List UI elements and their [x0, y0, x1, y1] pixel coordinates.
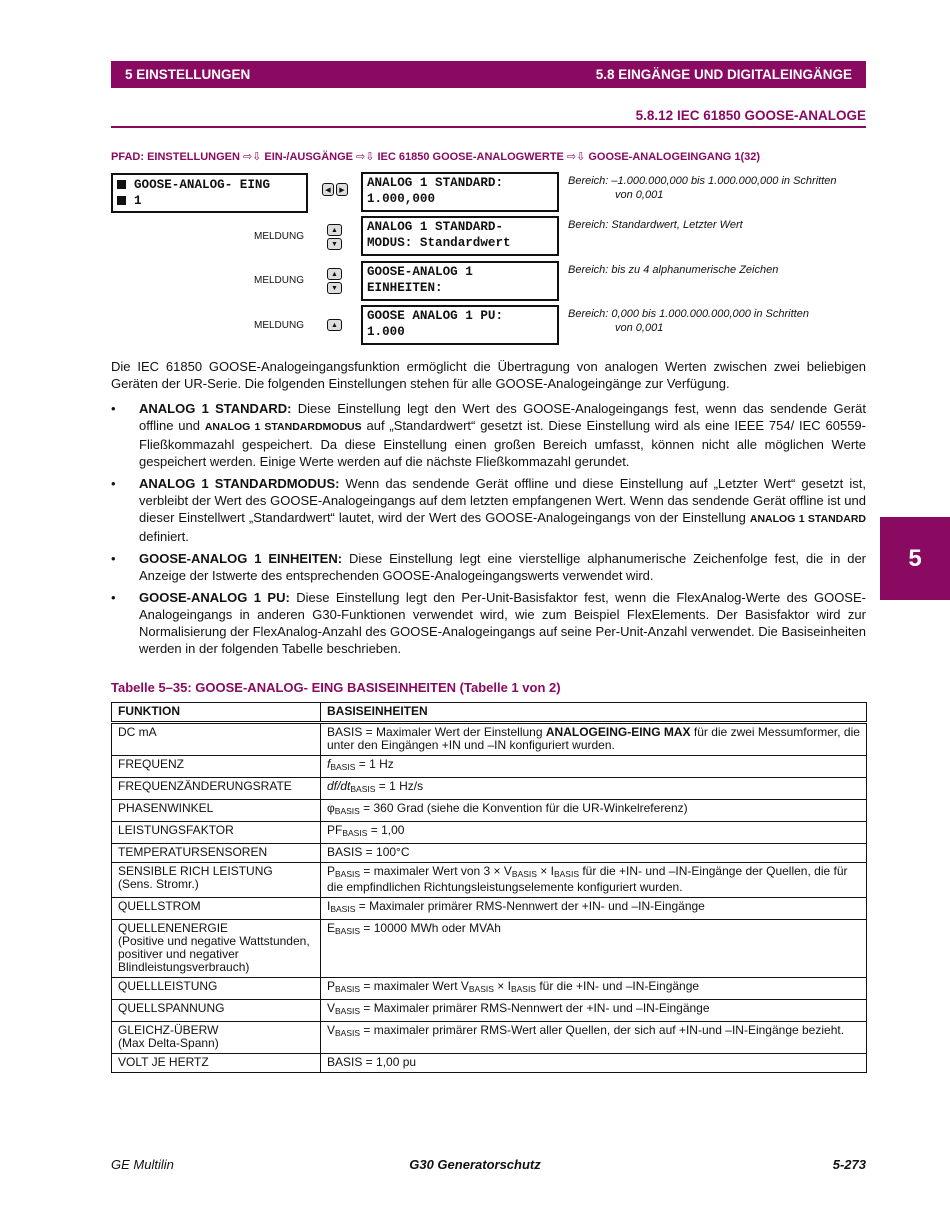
base-unit-cell: $PF_{BASIS} = 1,00$ — [321, 822, 867, 844]
intro-paragraph: Die IEC 61850 GOOSE-Analogeingangsfunktion ermöglicht die Übertragung von analogen Werten zwischen zwei beliebigen Geräten der UR-Serie. Die folgenden Einstellungen stehen für alle GOOSE-Analogeingänge zur Verfügung. — [111, 359, 866, 391]
range-value: –1.000.000,000 bis 1.000.000,000 in Schritten — [611, 175, 837, 187]
subsection-title: 5.8.12 IEC 61850 GOOSE-ANALOGE — [635, 108, 866, 123]
setting-reference: ANALOG 1 STANDARD — [749, 513, 866, 525]
base-units-table — [111, 702, 867, 1073]
table-row — [112, 863, 867, 898]
table-caption: Tabelle 5–35: GOOSE-ANALOG- EING BASISEINHEITEN (Tabelle 1 von 2) — [111, 680, 561, 695]
setting-value: 1.000 — [367, 325, 405, 339]
range-text — [568, 218, 868, 232]
base-unit-cell: $P_{BASIS}$ = maximaler Wert $V_{BASIS} \times I_{BASIS}$ für die +IN- und –IN-Eingänge — [321, 978, 867, 1000]
function-cell: QUELLLEISTUNG — [112, 978, 321, 1000]
setting-reference: ANALOG 1 STANDARDMODUS — [204, 421, 362, 433]
function-cell: LEISTUNGSFAKTOR — [112, 822, 321, 844]
setting-line: GOOSE ANALOG 1 PU: — [367, 309, 504, 323]
setting-value: MODUS: Standardwert — [367, 236, 511, 250]
header-section: 5.8 EINGÄNGE UND DIGITALEINGÄNGE — [595, 67, 852, 82]
arrow-right-down-icon: ⇨⇩ — [242, 151, 262, 163]
table-row — [112, 778, 867, 800]
setting-line: ANALOG 1 STANDARD- — [367, 220, 504, 234]
down-key-icon: ▼ — [327, 282, 342, 294]
description-text: auf „Standardwert“ gesetzt ist. Diese Einstellung wird als eine IEEE 754/ IEC 60559-Fließkommazahl gespeichert. Da diese Einstellung einen großen Bereich umfasst, können nicht alle möglichen Werte gespeichert werden. Einige Werte werden auf die nächste Fließkommazahl gerundet. — [139, 418, 866, 469]
subsection-rule — [111, 126, 866, 128]
base-unit-cell: $V_{BASIS}$ = maximaler primärer RMS-Wert aller Quellen, der sich auf +IN-und –IN-Eingänge bezieht. — [321, 1022, 867, 1054]
left-right-keys — [322, 183, 348, 196]
table-row — [112, 822, 867, 844]
range-label: Bereich: — [568, 175, 609, 187]
setting-term: ANALOG 1 STANDARDMODUS: — [139, 476, 340, 491]
arrow-right-down-icon: ⇨⇩ — [356, 151, 375, 163]
setting-box-analog-mode — [361, 216, 559, 256]
function-cell: QUELLSTROM — [112, 898, 321, 920]
description-text: Diese Einstellung legt eine vierstellige alphanumerische Zeichenfolge fest, die in der Anzeige der Istwerte des entsprechenden GOOSE-Analogeingangswerts verwendet wird. — [139, 551, 866, 583]
left-key-icon: ◀ — [322, 183, 334, 196]
range-value: bis zu 4 alphanumerische Zeichen — [611, 264, 779, 276]
chapter-side-tab: 5 — [880, 517, 950, 600]
base-unit-cell: $E_{BASIS} = 10000$ MWh oder MVAh — [321, 920, 867, 978]
base-unit-cell: $I_{BASIS}$ = Maximaler primärer RMS-Nennwert der +IN- und –IN-Eingänge — [321, 898, 867, 920]
up-down-keys — [327, 268, 342, 296]
table-row — [112, 898, 867, 920]
setting-term: GOOSE-ANALOG 1 EINHEITEN: — [139, 551, 343, 566]
table-header-row — [112, 703, 867, 723]
page-header — [111, 61, 866, 88]
list-item: • GOOSE-ANALOG 1 PU: Diese Einstellung legt den Per-Unit-Basisfaktor fest, wenn die FlexAnalog-Werte des GOOSE-Analogeingangs in anderen G30-Funktionen verwendet wird, wie zum Beispiel FlexElements. Der Basisfaktor wird zur Normalisierung der FlexAnalog-Anzahl des GOOSE-Analogeingangs auf seine Per-Unit-Anzahl verwendet. Die Basiseinheiten werden in der folgenden Tabelle beschrieben. — [111, 590, 866, 656]
function-cell: QUELLENENERGIE (Positive und negative Wattstunden, positiver und negativer Blindleistungsverbrauch) — [112, 920, 321, 978]
function-cell: FREQUENZ — [112, 756, 321, 778]
base-unit-cell: $P_{BASIS}$ = maximaler Wert von $3 \times V_{BASIS} \times I_{BASIS}$ für die +IN- und –IN-Eingänge der Quellen, die für die empfindlichen Richtungsleistungselemente konfiguriert wurden. — [321, 863, 867, 898]
function-cell: GLEICHZ-ÜBERW (Max Delta-Spann) — [112, 1022, 321, 1054]
menu-header-box — [111, 173, 308, 213]
message-label: MELDUNG — [254, 275, 305, 286]
path-label: PFAD: — [111, 151, 144, 163]
footer-company: GE Multilin — [111, 1157, 174, 1172]
table-row — [112, 1022, 867, 1054]
settings-description-list — [111, 400, 866, 662]
base-unit-cell: $V_{BASIS}$ = Maximaler primärer RMS-Nennwert der +IN- und –IN-Eingänge — [321, 1000, 867, 1022]
path-item: EIN-/AUSGÄNGE — [264, 151, 354, 163]
range-label: Bereich: — [568, 219, 609, 231]
settings-path — [111, 150, 760, 163]
menu-header-line: 1 — [134, 194, 142, 208]
function-cell: PHASENWINKEL — [112, 800, 321, 822]
list-item: • GOOSE-ANALOG 1 EINHEITEN: Diese Einstellung legt eine vierstellige alphanumerische Zeichenfolge fest, die in der Anzeige der Istwerte des entsprechenden GOOSE-Analogeingangswerts verwendet wird. — [111, 551, 866, 583]
setting-term: GOOSE-ANALOG 1 PU: — [139, 590, 290, 605]
down-key-icon: ▼ — [327, 238, 342, 250]
setting-box-analog-pu — [361, 305, 559, 345]
table-row — [112, 723, 867, 756]
range-value: 0,000 bis 1.000.000.000,000 in Schritten — [611, 308, 809, 320]
table-row — [112, 1054, 867, 1073]
up-key-icon: ▲ — [327, 268, 342, 280]
footer-page-number: 5-273 — [832, 1157, 866, 1172]
up-key-icon: ▲ — [327, 319, 342, 331]
arrow-right-down-icon: ⇨⇩ — [566, 151, 586, 163]
table-row — [112, 756, 867, 778]
function-cell: SENSIBLE RICH LEISTUNG (Sens. Stromr.) — [112, 863, 321, 898]
setting-term: ANALOG 1 STANDARD: — [139, 401, 292, 416]
up-key-icon: ▲ — [327, 224, 342, 236]
description-text: Wenn das sendende Gerät offline und diese Einstellung auf „Letzter Wert“ gesetzt ist, verbleibt der Wert des GOOSE-Analogeingangs auf dem letzten empfangenen Wert. Wenn das sendende Gerät offline ist und dieser Einstellwert „Standardwert“ lautet, wird der Wert des GOOSE-Analogeingangs von der Einstellung — [139, 476, 866, 525]
menu-header-line: GOOSE-ANALOG- EING — [134, 178, 271, 192]
right-key-icon: ▶ — [336, 183, 348, 196]
setting-line: GOOSE-ANALOG 1 — [367, 265, 473, 279]
range-text — [568, 263, 868, 277]
function-cell: QUELLSPANNUNG — [112, 1000, 321, 1022]
setting-box-analog-standard — [361, 172, 559, 212]
message-label: MELDUNG — [254, 231, 305, 242]
base-unit-cell: $f_{BASIS} = 1$ Hz — [321, 756, 867, 778]
base-unit-cell: BASIS = Maximaler Wert der Einstellung ANALOGEING-EING MAX für die zwei Messumformer, die unter den Eingängen +IN und –IN konfiguriert wurden. — [321, 723, 867, 756]
range-label: Bereich: — [568, 264, 609, 276]
header-chapter: 5 EINSTELLUNGEN — [125, 67, 251, 82]
description-text: definiert. — [139, 529, 189, 544]
table-row — [112, 978, 867, 1000]
range-value: Standardwert, Letzter Wert — [611, 219, 743, 231]
base-unit-cell: BASIS = 100°C — [321, 844, 867, 863]
setting-line: ANALOG 1 STANDARD: — [367, 176, 504, 190]
path-item: GOOSE-ANALOGEINGANG 1(32) — [588, 151, 761, 163]
description-text: Diese Einstellung legt den Per-Unit-Basisfaktor fest, wenn die FlexAnalog-Werte des GOOSE-Analogeingangs in anderen G30-Funktionen verwendet wird, wie zum Beispiel FlexElements. Der Basisfaktor wird zur Normalisierung der FlexAnalog-Anzahl des GOOSE-Analogeingangs auf seine Per-Unit-Anzahl verwendet. Die Basiseinheiten werden in der folgenden Tabelle beschrieben. — [139, 590, 866, 656]
table-row — [112, 920, 867, 978]
function-cell: FREQUENZÄNDERUNGSRATE — [112, 778, 321, 800]
base-unit-cell: $\varphi_{BASIS} = 360$ Grad (siehe die Konvention für die UR-Winkelreferenz) — [321, 800, 867, 822]
range-text — [568, 307, 868, 335]
up-key — [327, 319, 342, 333]
base-unit-cell: $df/dt_{BASIS} = 1$ Hz/s — [321, 778, 867, 800]
range-text — [568, 174, 868, 202]
setting-box-analog-units — [361, 261, 559, 301]
table-row — [112, 1000, 867, 1022]
path-item: EINSTELLUNGEN — [147, 151, 240, 163]
description-text: Diese Einstellung legt den Wert des GOOSE-Analogeingangs fest, wenn das sendende Gerät offline und — [139, 401, 866, 433]
range-value-cont: von 0,001 — [615, 322, 664, 334]
list-item: • ANALOG 1 STANDARDMODUS: Wenn das sendende Gerät offline und diese Einstellung auf „Letzter Wert“ gesetzt ist, verbleibt der Wert des GOOSE-Analogeingangs auf dem letzten empfangenen Wert. Wenn das sendende Gerät offline ist und dieser Einstellwert „Standardwert“ lautet, wird der Wert des GOOSE-Analogeingangs von der Einstellung ANALOG 1 STANDARD definiert. — [111, 476, 866, 544]
range-value-cont: von 0,001 — [615, 189, 664, 201]
column-header: FUNKTION — [112, 703, 321, 723]
message-label: MELDUNG — [254, 320, 305, 331]
setting-value: 1.000,000 — [367, 192, 436, 206]
setting-value: EINHEITEN: — [367, 281, 443, 295]
square-bullet-icon — [117, 180, 126, 189]
function-cell: TEMPERATURSENSOREN — [112, 844, 321, 863]
base-unit-cell: BASIS = 1,00 pu — [321, 1054, 867, 1073]
range-label: Bereich: — [568, 308, 609, 320]
table-row — [112, 800, 867, 822]
square-bullet-icon — [117, 196, 126, 205]
column-header: BASISEINHEITEN — [321, 703, 867, 723]
up-down-keys — [327, 224, 342, 252]
path-item: IEC 61850 GOOSE-ANALOGWERTE — [377, 151, 564, 163]
list-item: • ANALOG 1 STANDARD: Diese Einstellung legt den Wert des GOOSE-Analogeingangs fest, wenn das sendende Gerät offline und ANALOG 1 STANDARDMODUS auf „Standardwert“ gesetzt ist. Diese Einstellung wird als eine IEEE 754/ IEC 60559-Fließkommazahl gespeichert. Da diese Einstellung einen großen Bereich umfasst, können nicht alle möglichen Werte gespeichert werden. Einige Werte werden auf die nächste Fließkommazahl gerundet. — [111, 401, 866, 469]
function-cell: DC mA — [112, 723, 321, 756]
function-cell: VOLT JE HERTZ — [112, 1054, 321, 1073]
footer-product: G30 Generatorschutz — [409, 1157, 541, 1172]
table-row — [112, 844, 867, 863]
